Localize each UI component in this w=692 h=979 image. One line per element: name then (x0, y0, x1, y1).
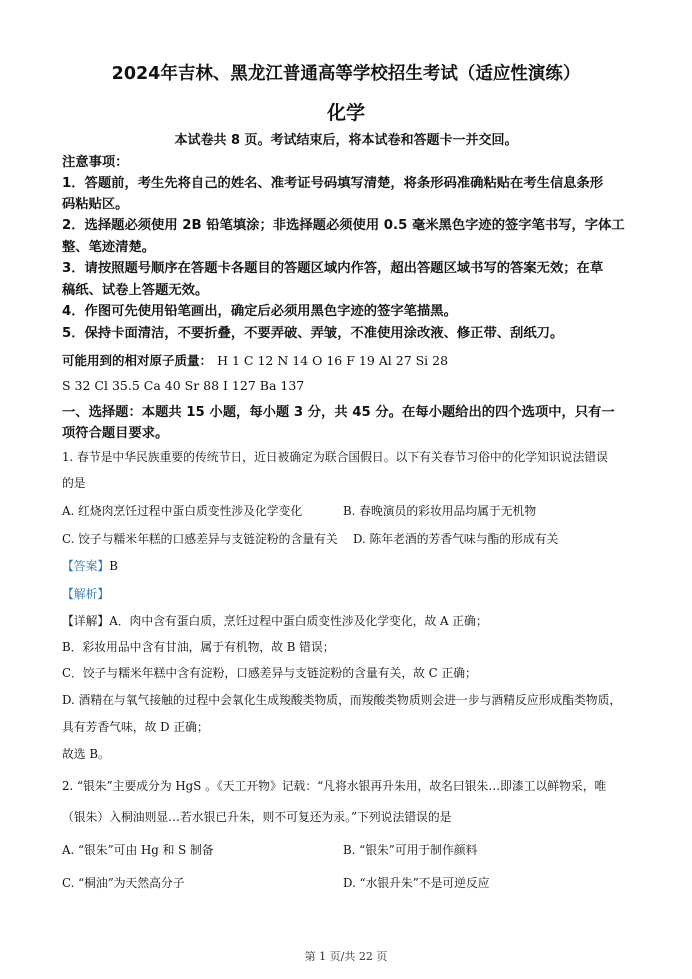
q1-answer (62, 557, 118, 574)
q2-option-b: B. “银朱”可用于制作颜料 (343, 843, 478, 857)
exam-title: 2024年吉林、黑龙江普通高等学校招生考试（适应性演练） (111, 64, 581, 84)
detail-text: A．肉中含有蛋白质，烹饪过程中蛋白质变性涉及化学变化，故 A 正确； (109, 614, 488, 628)
q2-option-c: C. “桐油”为天然高分子 (62, 876, 185, 890)
atomic-mass-values-2: S 32 Cl 35.5 Ca 40 Sr 88 I 127 Ba 137 (62, 378, 305, 393)
section-heading-cont: 项符合题目要求。 (62, 426, 169, 441)
q2-option-a: A. “银朱”可由 Hg 和 S 制备 (62, 843, 214, 857)
note-line: 5．保持卡面清洁，不要折叠，不要弄破、弄皱，不准使用涂改液、修正带、刮纸刀。 (62, 326, 564, 341)
note-line: 稿纸、试卷上答题无效。 (62, 283, 209, 298)
q1-stem-cont: 的是 (62, 476, 86, 490)
q1-option-b: B. 春晚演员的彩妆用品均属于无机物 (343, 504, 537, 518)
q1-option-d: D. 陈年老酒的芳香气味与酯的形成有关 (353, 532, 559, 546)
note-line: 码粘贴区。 (62, 197, 129, 212)
q1-detail-line: D. 酒精在与氧气接触的过程中会氧化生成羧酸类物质，而羧酸类物质则会进一步与酒精反应形成酯类物质， (62, 693, 622, 707)
note-line: 1．答题前，考生先将自己的姓名、准考证号码填写清楚，将条形码准确粘贴在考生信息条形 (62, 176, 604, 191)
q1-detail-line: C．饺子与糯米年糕中含有淀粉，口感差异与支链淀粉的含量有关，故 C 正确； (62, 666, 477, 680)
q2-option-d: D. “水银升朱”不是可逆反应 (343, 876, 490, 890)
q1-detail-line: 故选 B。 (62, 747, 110, 761)
q1-detail-line (62, 612, 488, 629)
subject-heading: 化学 (326, 102, 365, 124)
answer-value: B (109, 559, 118, 573)
note-line: 整、笔迹清楚。 (62, 240, 156, 255)
atomic-mass-line (62, 350, 448, 369)
exam-intro: 本试卷共 8 页。考试结束后，将本试卷和答题卡一并交回。 (174, 133, 518, 148)
section-heading: 一、选择题：本题共 15 小题，每小题 3 分，共 45 分。在每小题给出的四个选项中，只有一 (62, 405, 615, 420)
q1-option-c: C. 饺子与糯米年糕的口感差异与支链淀粉的含量有关 (62, 532, 338, 546)
answer-label: 【答案】 (62, 559, 110, 573)
notes-heading: 注意事项： (62, 155, 129, 170)
note-line: 3．请按照题号顺序在答题卡各题目的答题区域内作答，超出答题区域书写的答案无效；在草 (62, 261, 604, 276)
q1-detail-line: B．彩妆用品中含有甘油，属于有机物，故 B 错误； (62, 640, 335, 654)
detail-label: 【详解】 (62, 614, 110, 628)
atomic-mass-label: 可能用到的相对原子质量： (62, 353, 213, 368)
note-line: 4．作图可先使用铅笔画出，确定后必须用黑色字迹的签字笔描黑。 (62, 304, 457, 319)
note-line: 2．选择题必须使用 2B 铅笔填涂；非选择题必须使用 0.5 毫米黑色字迹的签字笔书写，字体工 (62, 218, 625, 233)
q2-stem: 2. “银朱”主要成分为 HgS 。《天工开物》记载：“凡将水银再升朱用，故名曰银朱…即漆工以鲜物采，唯 (62, 779, 607, 793)
atomic-mass-values: H 1 C 12 N 14 O 16 F 19 Al 27 Si 28 (217, 353, 449, 368)
page-footer: 第 1 页/共 22 页 (304, 950, 388, 963)
q1-option-a: A. 红烧肉烹饪过程中蛋白质变性涉及化学变化 (62, 504, 303, 518)
q1-detail-line: 具有芳香气味，故 D 正确； (62, 720, 209, 734)
q1-stem: 1. 春节是中华民族重要的传统节日，近日被确定为联合国假日。以下有关春节习俗中的化学知识说法错误 (62, 450, 608, 464)
q1-analysis-label: 【解析】 (62, 587, 110, 601)
q2-stem-cont: （银朱）入桐油则显…若水银已升朱，则不可复还为汞。”下列说法错误的是 (62, 810, 452, 824)
